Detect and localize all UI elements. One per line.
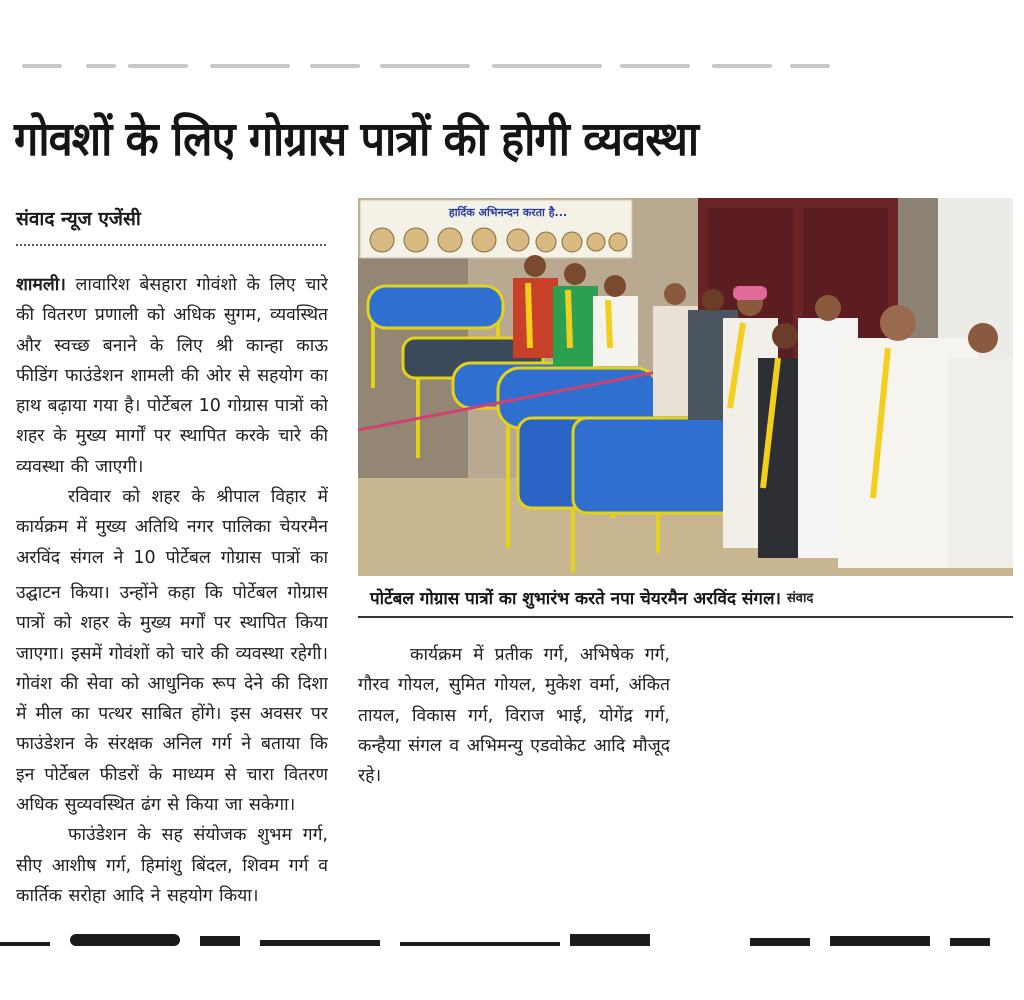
article-body-flow	[16, 270, 328, 576]
article-headline: गोवशों के लिए गोग्रास पात्रों की होगी व्यवस्था	[14, 112, 699, 167]
caption-text: पोर्टेबल गोग्रास पात्रों का शुभारंभ करते नपा चेयरमैन अरविंद संगल।	[370, 588, 781, 609]
caption-credit: संवाद	[786, 591, 814, 606]
photo-caption	[358, 580, 1013, 614]
caption-divider	[358, 616, 1013, 618]
next-story-bleed	[0, 928, 1024, 958]
paragraph-1: लावारिश बेसहारा गोवंशो के लिए चारे की वितरण प्रणाली को अधिक सुगम, व्यवस्थित और स्वच्छ बनाने के लिए श्री कान्हा काऊ फीडिंग फाउंडेशन शामली की ओर से सहयोग का हाथ बढ़ाया गया है। पोर्टेबल 10 गोग्रास पात्रों को शहर के मुख्य मार्गों पर स्थापित करके चारे की व्यवस्था की जाएगी।	[16, 275, 328, 477]
article-column-2: कार्यक्रम में प्रतीक गर्ग, अभिषेक गर्ग, गौरव गोयल, सुमित गोयल, मुकेश वर्मा, अंकित तायल, विकास गर्ग, विराज भाई, योगेंद्र गर्ग, कन्हैया संगल व अभिमन्यु एडवोकेट आदि मौजूद रहे।	[358, 644, 670, 787]
article-column-3	[700, 640, 1012, 906]
welcome-banner	[360, 200, 632, 258]
article-column-1-bottom: उद्घाटन किया। उन्होंने कहा कि पोर्टेबल गोग्रास पात्रों को शहर के मुख्य मर्गों पर स्थापित किया जाएगा। इसमें गोवंशों को चारे की व्यवस्था रहेगी। गोवंश की सेवा को आधुनिक रूप देने की दिशा में मील का पत्थर साबित होंगे। इस अवसर पर फाउंडेशन के संरक्षक अनिल गर्ग ने बताया कि इन पोर्टेबल फीडरों के माध्यम से चारा वितरण अधिक सुव्यवस्थित ढंग से किया जा सकेगा। फाउंडेशन के सह संयोजक शुभम गर्ग, सीए आशीष गर्ग, हिमांशु बिंदल, शिवम गर्ग व कार्तिक सरोहा आदि ने सहयोग किया।	[16, 582, 328, 906]
event-photo	[358, 198, 1013, 576]
byline-divider	[16, 244, 326, 246]
article-column-1-top	[16, 270, 328, 576]
news-agency-byline: संवाद न्यूज एजेंसी	[16, 208, 141, 230]
previous-story-bleed	[0, 58, 1024, 72]
banner-text: हार्दिक अभिनन्दन करता है...	[448, 206, 568, 219]
paragraph-2: रविवार को शहर के श्रीपाल विहार में कार्यक्रम में मुख्य अतिथि नगर पालिका चेयरमैन अरविंद संगल ने 10 पोर्टेबल गोग्रास पात्रों का	[16, 487, 328, 568]
dateline: शामली।	[16, 275, 66, 295]
